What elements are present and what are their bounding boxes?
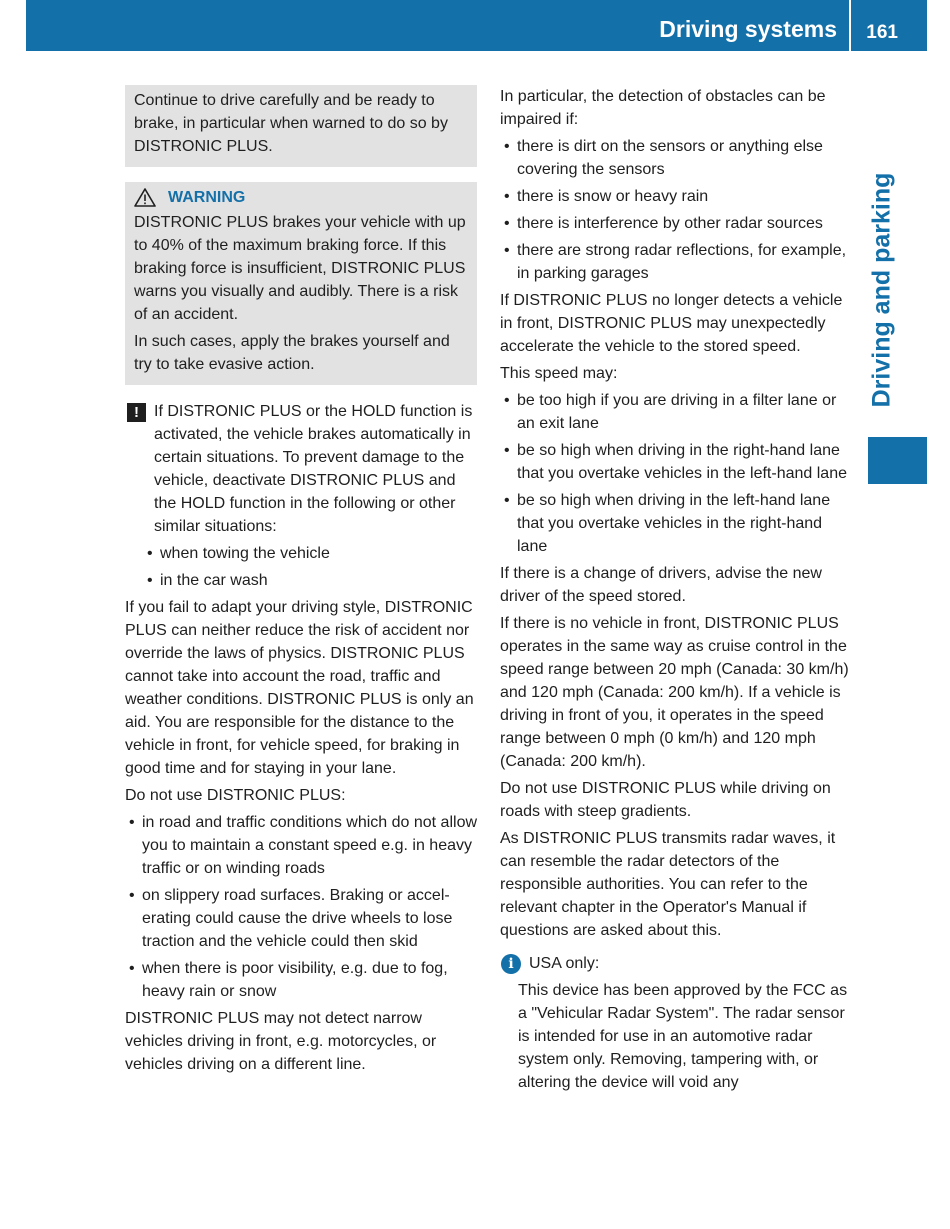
- paragraph: Do not use DISTRONIC PLUS:: [125, 787, 346, 804]
- list-item: • there is interference by other radar sources: [500, 212, 852, 235]
- notice-text: If DISTRONIC PLUS or the HOLD function is activated, the vehicle brakes automatically in certain situations. To prevent damage to the vehicle, deactivate DISTRONIC PLUS and the HOLD function in the following or other similar situations:: [154, 403, 473, 535]
- list-item: • be too high if you are driving in a filter lane or an exit lane: [500, 389, 852, 435]
- bullet-list: [500, 389, 852, 558]
- warning-text-1: DISTRONIC PLUS brakes your vehicle with up to 40% of the maximum braking force. If this braking force is insufficient, DISTRONIC PLUS warns you visually and audibly. There is a risk of an accident.: [134, 214, 466, 323]
- list-item: • on slippery road surfaces. Braking or accelerating could cause the drive wheels to lose traction and the vehicle could then skid: [125, 884, 477, 953]
- note-text: This device has been approved by the FCC as a "Vehicular Radar System". The radar sensor is intended for use in an automotive radar system only. Removing, tampering with, or altering the device will void any: [518, 982, 848, 1091]
- list-item: • be so high when driving in the left-hand lane that you overtake vehicles in the right-hand lane: [500, 489, 852, 558]
- warning-heading: [134, 186, 469, 209]
- paragraph: If DISTRONIC PLUS no longer detects a vehicle in front, DISTRONIC PLUS may unexpectedly accelerate the vehicle to the stored speed.: [500, 292, 843, 355]
- left-column: [125, 85, 477, 1080]
- right-column: [500, 85, 852, 1094]
- warning-title: WARNING: [168, 189, 246, 206]
- damage-notice: [125, 400, 477, 592]
- list-item: • there is dirt on the sensors or anything else covering the sensors: [500, 135, 852, 181]
- paragraph: As DISTRONIC PLUS transmits radar waves, it can resemble the radar detectors of the responsible authorities. You can refer to the relevant chapter in the Operator's Manual if questions are asked about this.: [500, 830, 836, 939]
- paragraph: If there is no vehicle in front, DISTRONIC PLUS operates in the same way as cruise control in the speed range between 20 mph (Canada: 30 km/h) and 120 mph (Canada: 200 km/h). If a vehicle is driving in front of you, it operates in the speed range between 0 mph (0 km/h) and 120 mph (Canada: 200 km/h).: [500, 615, 849, 770]
- page-number: 161: [866, 22, 898, 43]
- paragraph: If there is a change of drivers, advise the new driver of the speed stored.: [500, 565, 822, 605]
- list-item: • when towing the vehicle: [143, 542, 477, 565]
- chapter-tab-label: Driving and parking: [867, 172, 896, 408]
- paragraph: DISTRONIC PLUS may not detect narrow vehicles driving in front, e.g. motorcycles, or vehicles driving on a different line.: [125, 1010, 437, 1073]
- paragraph: If you fail to adapt your driving style, DISTRONIC PLUS can neither reduce the risk of accident nor override the laws of physics. DISTRONIC PLUS cannot take into account the road, traffic and weather conditions. DISTRONIC PLUS is only an aid. You are responsible for the distance to the vehicle in front, for vehicle speed, for braking in good time and for staying in your lane.: [125, 599, 474, 777]
- exclamation-icon: !: [127, 403, 146, 422]
- list-item: • in the car wash: [143, 569, 477, 592]
- list-item: • there is snow or heavy rain: [500, 185, 852, 208]
- list-item: • in road and traffic conditions which do not allow you to maintain a constant speed e.g. in heavy traffic or on winding roads: [125, 811, 477, 880]
- list-item: • be so high when driving in the right-hand lane that you overtake vehicles in the left-hand lane: [500, 439, 852, 485]
- caution-box: [125, 85, 477, 167]
- list-item: • when there is poor visibility, e.g. due to fog, heavy rain or snow: [125, 957, 477, 1003]
- paragraph: This speed may:: [500, 365, 618, 382]
- header-divider: [849, 0, 851, 51]
- info-note: [500, 952, 852, 1094]
- warning-text-2: In such cases, apply the brakes yourself and try to take evasive action.: [134, 333, 450, 373]
- note-title: USA only:: [529, 955, 600, 972]
- bullet-list: [500, 135, 852, 285]
- caution-text: Continue to drive carefully and be ready to brake, in particular when warned to do so by DISTRONIC PLUS.: [134, 92, 448, 155]
- chapter-tab: [862, 140, 902, 440]
- paragraph: In particular, the detection of obstacles can be impaired if:: [500, 88, 826, 128]
- list-item: • there are strong radar reflections, for example, in parking garages: [500, 239, 852, 285]
- warning-box: [125, 182, 477, 385]
- chapter-marker: [868, 437, 927, 484]
- notice-list: [143, 542, 477, 592]
- info-icon: i: [501, 954, 521, 974]
- paragraph: Do not use DISTRONIC PLUS while driving on roads with steep gradients.: [500, 780, 831, 820]
- bullet-list: [125, 811, 477, 1003]
- section-title: Driving systems: [659, 16, 837, 42]
- page-header: [26, 0, 927, 51]
- warning-triangle-icon: [134, 188, 156, 207]
